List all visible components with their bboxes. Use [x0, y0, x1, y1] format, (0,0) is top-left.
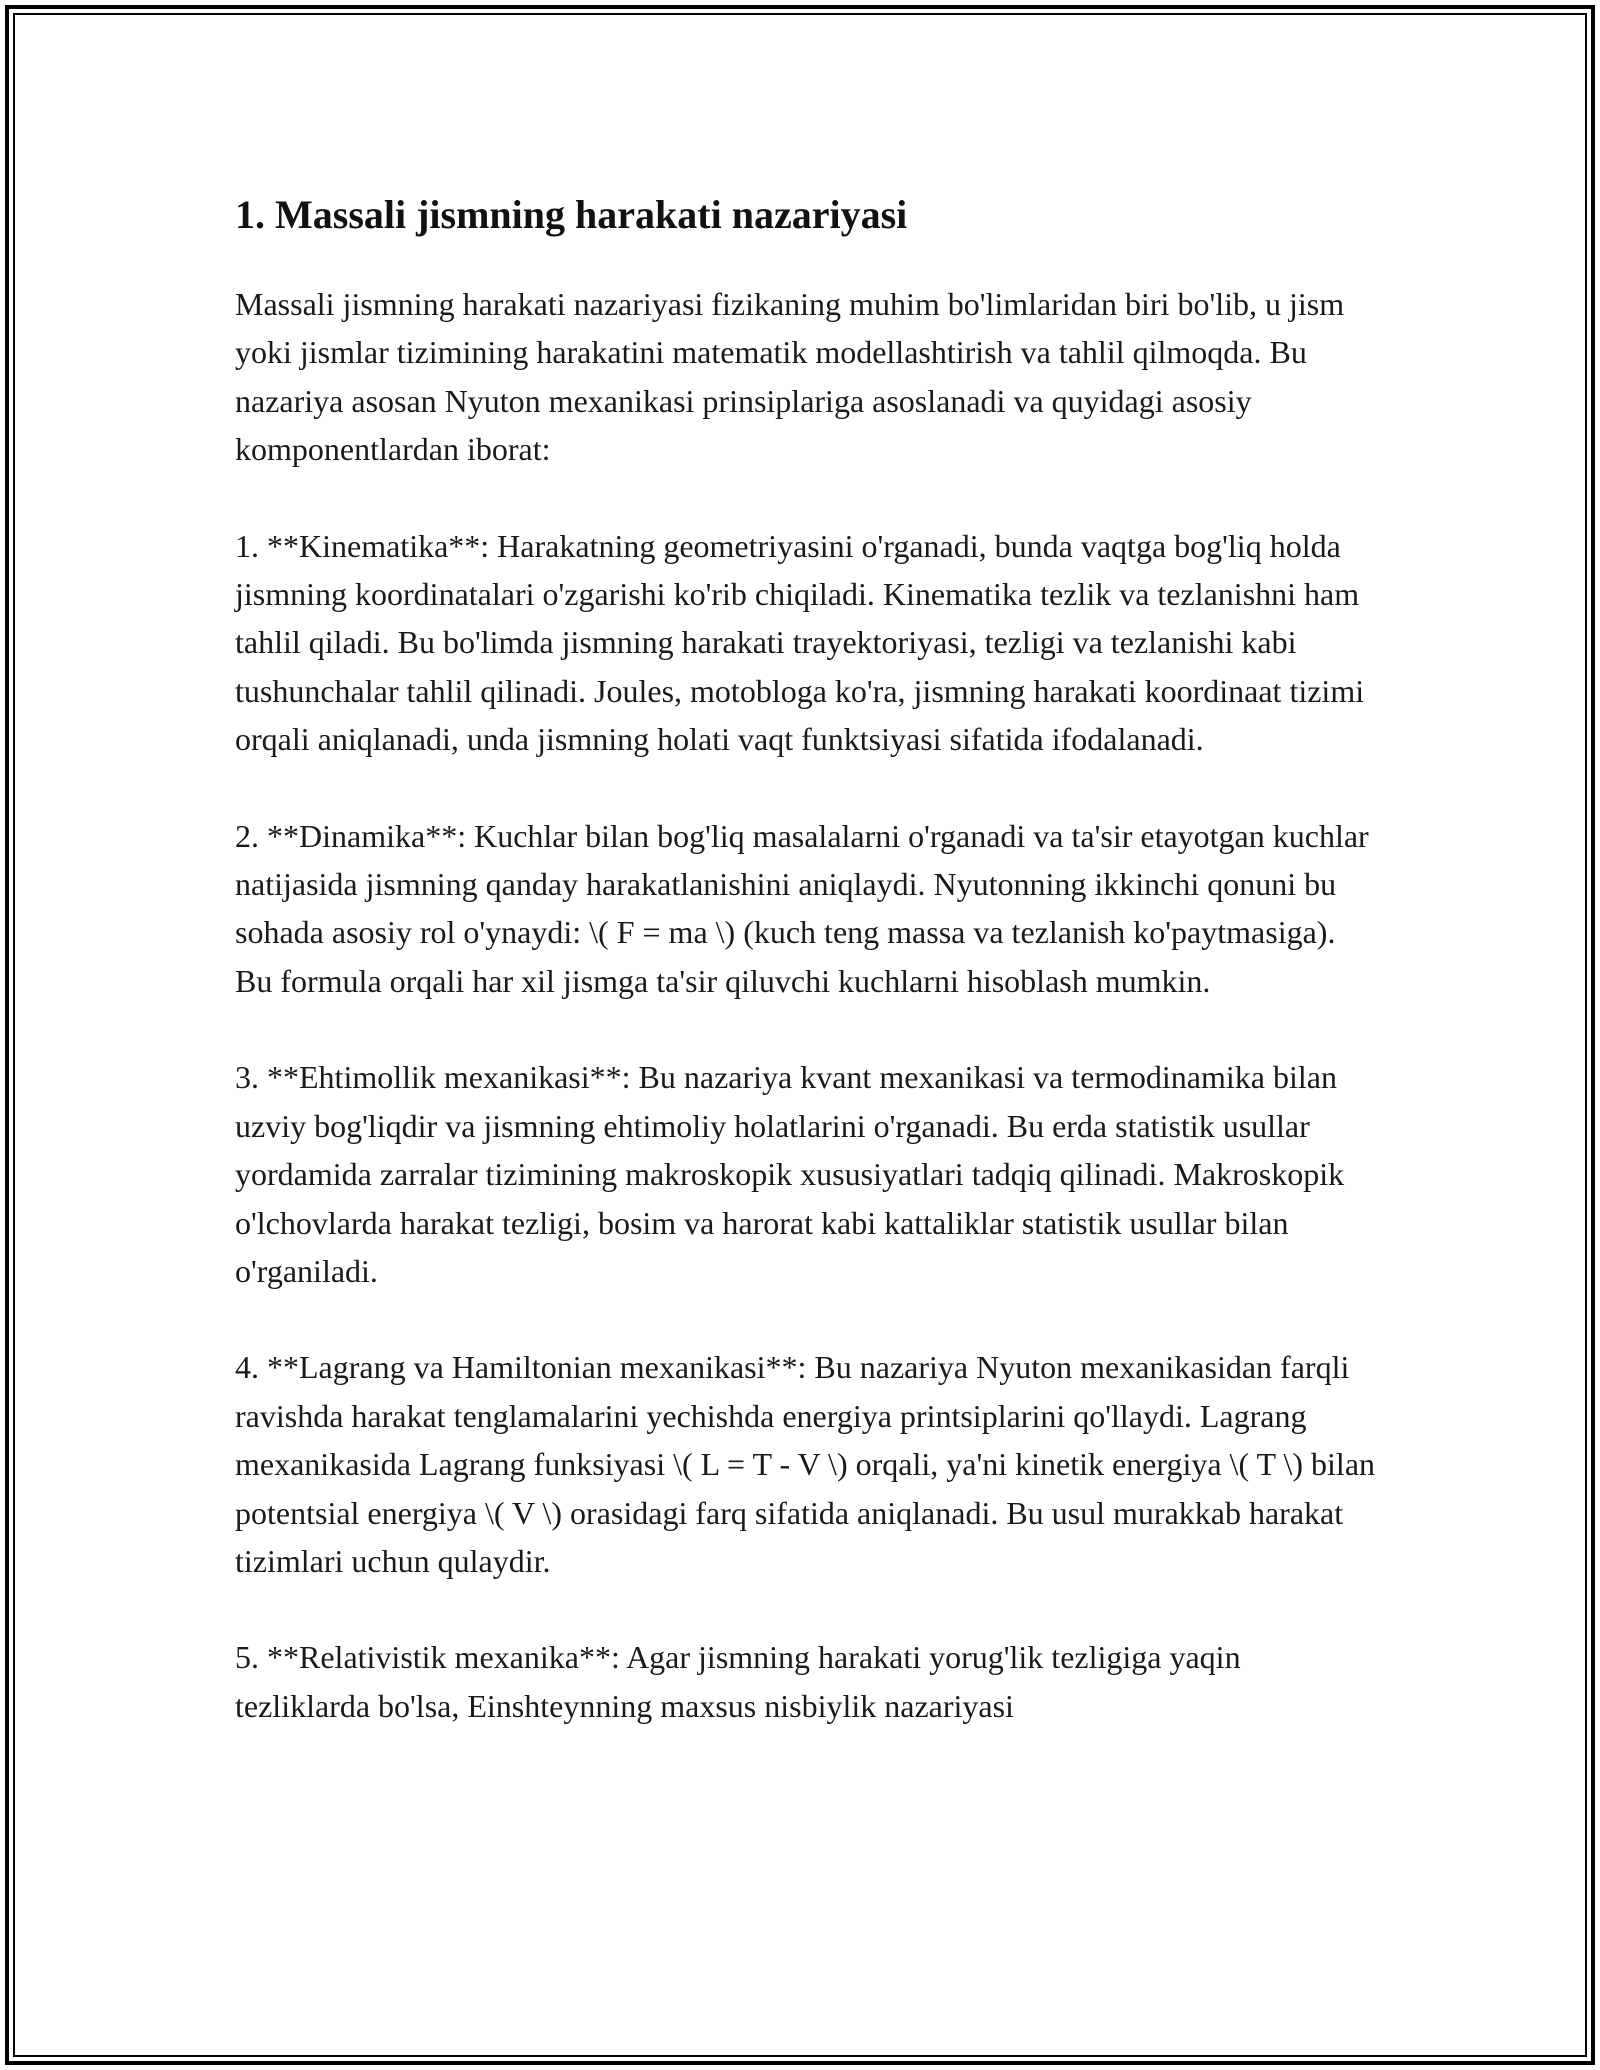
intro-paragraph: Massali jismning harakati nazariyasi fizikaning muhim bo'limlaridan biri bo'lib, u jism yoki jismlar tizimining harakatini matematik modellashtirish va tahlil qilmoqda. Bu nazariya asosan Nyuton mexanikasi prinsiplariga asoslanadi va quyidagi asosiy komponentlardan iborat: — [235, 286, 1345, 468]
kinematika-paragraph: 1. **Kinematika**: Harakatning geometriyasini o'rganadi, bunda vaqtga bog'liq holda jismning koordinatalari o'zgarishi ko'rib chiqiladi. Kinematika tezlik va tezlanishni ham tahlil qiladi. Bu bo'limda jismning harakati trayektoriyasi, tezligi va tezlanishi kabi tushunchalar tahlil qilinadi. Joules, motobloga ko'ra, jismning harakati koordinaat tizimi orqali aniqlanadi, unda jismning holati vaqt funktsiyasi sifatida ifodalanadi. — [235, 527, 1365, 758]
lagrang-hamilton-paragraph: 4. **Lagrang va Hamiltonian mexanikasi**: Bu nazariya Nyuton mexanikasidan farqli ravishda harakat tenglamalarini yechishda energiya printsiplarini qo'llaydi. Lagrang mexanikasida Lagrang funksiyasi \( L = T - V \) orqali, ya'ni kinetik energiya \( T \) bilan potentsial energiya \( V \) orasidagi farq sifatida aniqlanadi. Bu usul murakkab harakat tizimlari uchun qulaydir. — [235, 1349, 1376, 1579]
dinamika-paragraph: 2. **Dinamika**: Kuchlar bilan bog'liq masalalarni o'rganadi va ta'sir etayotgan kuchlar natijasida jismning qanday harakatlanishini aniqlaydi. Nyutonning ikkinchi qonuni bu sohada asosiy rol o'ynaydi: \( F = ma \) (kuch teng massa va tezlanish ko'paytmasiga). Bu formula orqali har xil jismga ta'sir qiluvchi kuchlarni hisoblash mumkin. — [235, 817, 1369, 999]
ehtimollik-paragraph: 3. **Ehtimollik mexanikasi**: Bu nazariya kvant mexanikasi va termodinamika bilan uzviy bog'liqdir va jismning ehtimoliy holatlarini o'rganadi. Bu erda statistik usullar yordamida zarralar tizimining makroskopik xususiyatlari tadqiq qilinadi. Makroskopik o'lchovlarda harakat tezligi, bosim va harorat kabi kattaliklar statistik usullar bilan o'rganiladi. — [235, 1059, 1345, 1289]
relativistik-paragraph: 5. **Relativistik mexanika**: Agar jismning harakati yorug'lik tezligiga yaqin tezliklarda bo'lsa, Einshteynning maxsus nisbiylik nazariyasi — [235, 1639, 1241, 1724]
section-heading: 1. Massali jismning harakati nazariyasi — [235, 192, 908, 237]
document-body — [235, 180, 1380, 1778]
